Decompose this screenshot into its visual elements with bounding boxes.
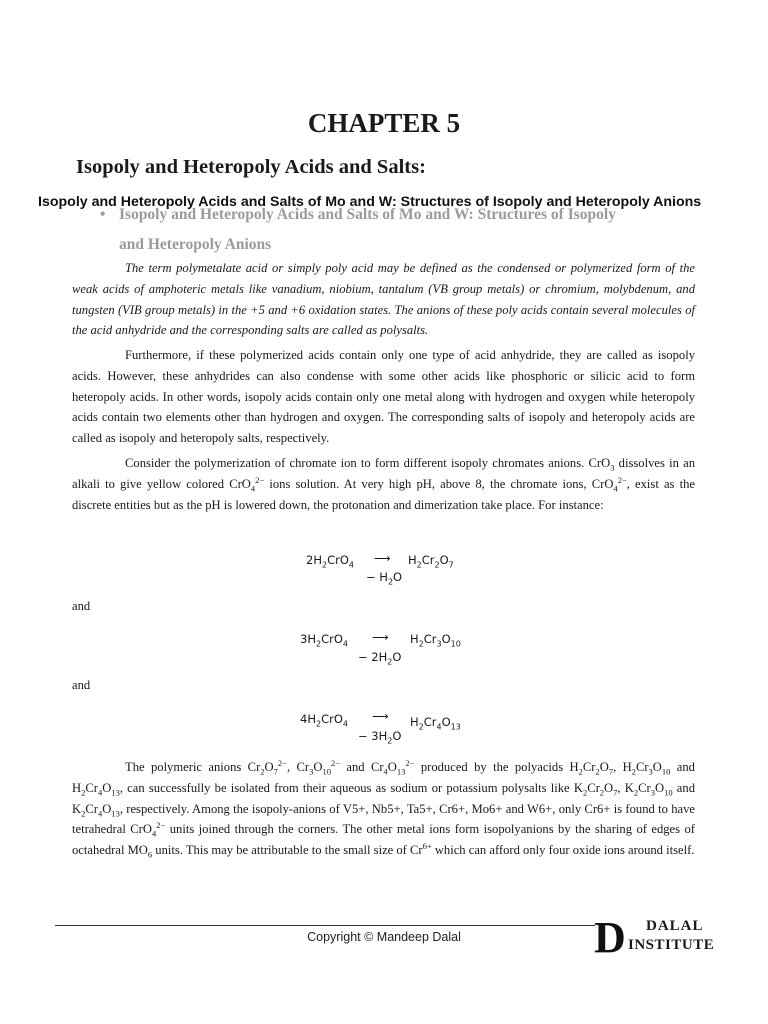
footer-copyright: Copyright © Mandeep Dalal [307,930,461,944]
bullet-line-1: Isopoly and Heteropoly Acids and Salts of Mo and W: Structures of Isopoly [119,206,616,223]
logo-text-institute: INSTITUTE [628,937,715,953]
equation-2-arrow: ⟶ [372,630,389,644]
equation-1-rhs: $H_2Cr_2O_7$ [408,553,454,570]
equation-3-arrow: ⟶ [372,709,389,723]
and-connector-2: and [72,678,91,692]
chapter-title: Isopoly and Heteropoly Acids and Salts: [76,156,426,178]
bullet-dot-icon: • [100,206,106,223]
equation-3-rhs: $H_2Cr_4O_{13}$ [410,715,461,732]
equation-2-lhs: $3H_2CrO_4$ [300,632,348,649]
and-connector-1: and [72,599,91,613]
chapter-heading: CHAPTER 5 [307,108,461,138]
paragraph-polymeric-anions: The polymeric anions $Cr_2O_7^{2-}$, $Cr_3O_{10}^{2-}$ and $Cr_4O_{13}^{2-}$ produced by the polyacids $H_2Cr_2O_7$, $H_2Cr_3O_{10}$ and $H_2Cr_4O_{13}$, can successfully be isolated from their aqueous as sodium or potassium polysalts like $K_2Cr_2O_7$, $K_2Cr_3O_{10}$ and $K_2Cr_4O_{13}$, respectively. Among the isopoly-anions of V5+, Nb5+, Ta5+, Cr6+, Mo6+ and W6+, only Cr6+ is found to have tetrahedral CrO$_4^{2-}$ units joined through the corners. The other metal ions form isopolyanions by the sharing of edges of octahedral $MO_6$ units. This may be attributable to the small size of $Cr^{6+}$ which can afford only four oxide ions around itself. [72,757,695,860]
logo-text-dalal: DALAL [646,918,704,934]
paragraph-isopoly: Furthermore, if these polymerized acids contain only one type of acid anhydride, they are called as isopoly acids. However, these anhydrides can also condense with some other acids like phosphoric or silicic acid to form heteropoly acids. In other words, isopoly acids contain only one metal along with hydrogen and oxygen while heteropoly acids contain two elements other than hydrogen and oxygen. The corresponding salts of isopoly and heteropoly acids are called as isopoly and heteropoly salts, respectively. [72,348,695,446]
equation-1-arrow: ⟶ [374,551,391,565]
intro-paragraph: The term polymetalate acid or simply poly acid may be defined as the condensed or polymerized form of the weak acids of amphoteric metals like vanadium, niobium, tantalum (VB group metals) or chromium, molybdenum, and tungsten (VIB group metals) in the +5 and +6 oxidation states. The anions of these poly acids contain several molecules of the acid anhydride and the corresponding salts are called as polysalts. [72,261,695,338]
equation-3-byproduct: − $3H_2O$ [358,729,402,746]
dalal-logo-icon: D [594,913,626,962]
bullet-line-2: and Heteropoly Anions [119,236,272,253]
equation-2-byproduct: − $2H_2O$ [358,650,402,667]
equation-1-byproduct: − $H_2O$ [366,570,403,587]
section-title-overlay: Isopoly and Heteropoly Acids and Salts of Mo and W: Structures of Isopoly and Heteropoly Anions [38,194,702,210]
equation-2-rhs: $H_2Cr_3O_{10}$ [410,632,461,649]
equation-1-lhs: $2H_2CrO_4$ [306,553,354,570]
paragraph-chromate: Consider the polymerization of chromate ion to form different isopoly chromates anions. CrO$_3$ dissolves in an alkali to give yellow colored CrO$_4^{2-}$ ions solution. At very high pH, above 8, the chromate ions, CrO$_4^{2-}$, exist as the discrete entities but as the pH is lowered down, the protonation and dimerization take place. For instance: [72,456,695,512]
equation-3-lhs: $4H_2CrO_4$ [300,712,348,729]
footer-divider [55,925,595,926]
